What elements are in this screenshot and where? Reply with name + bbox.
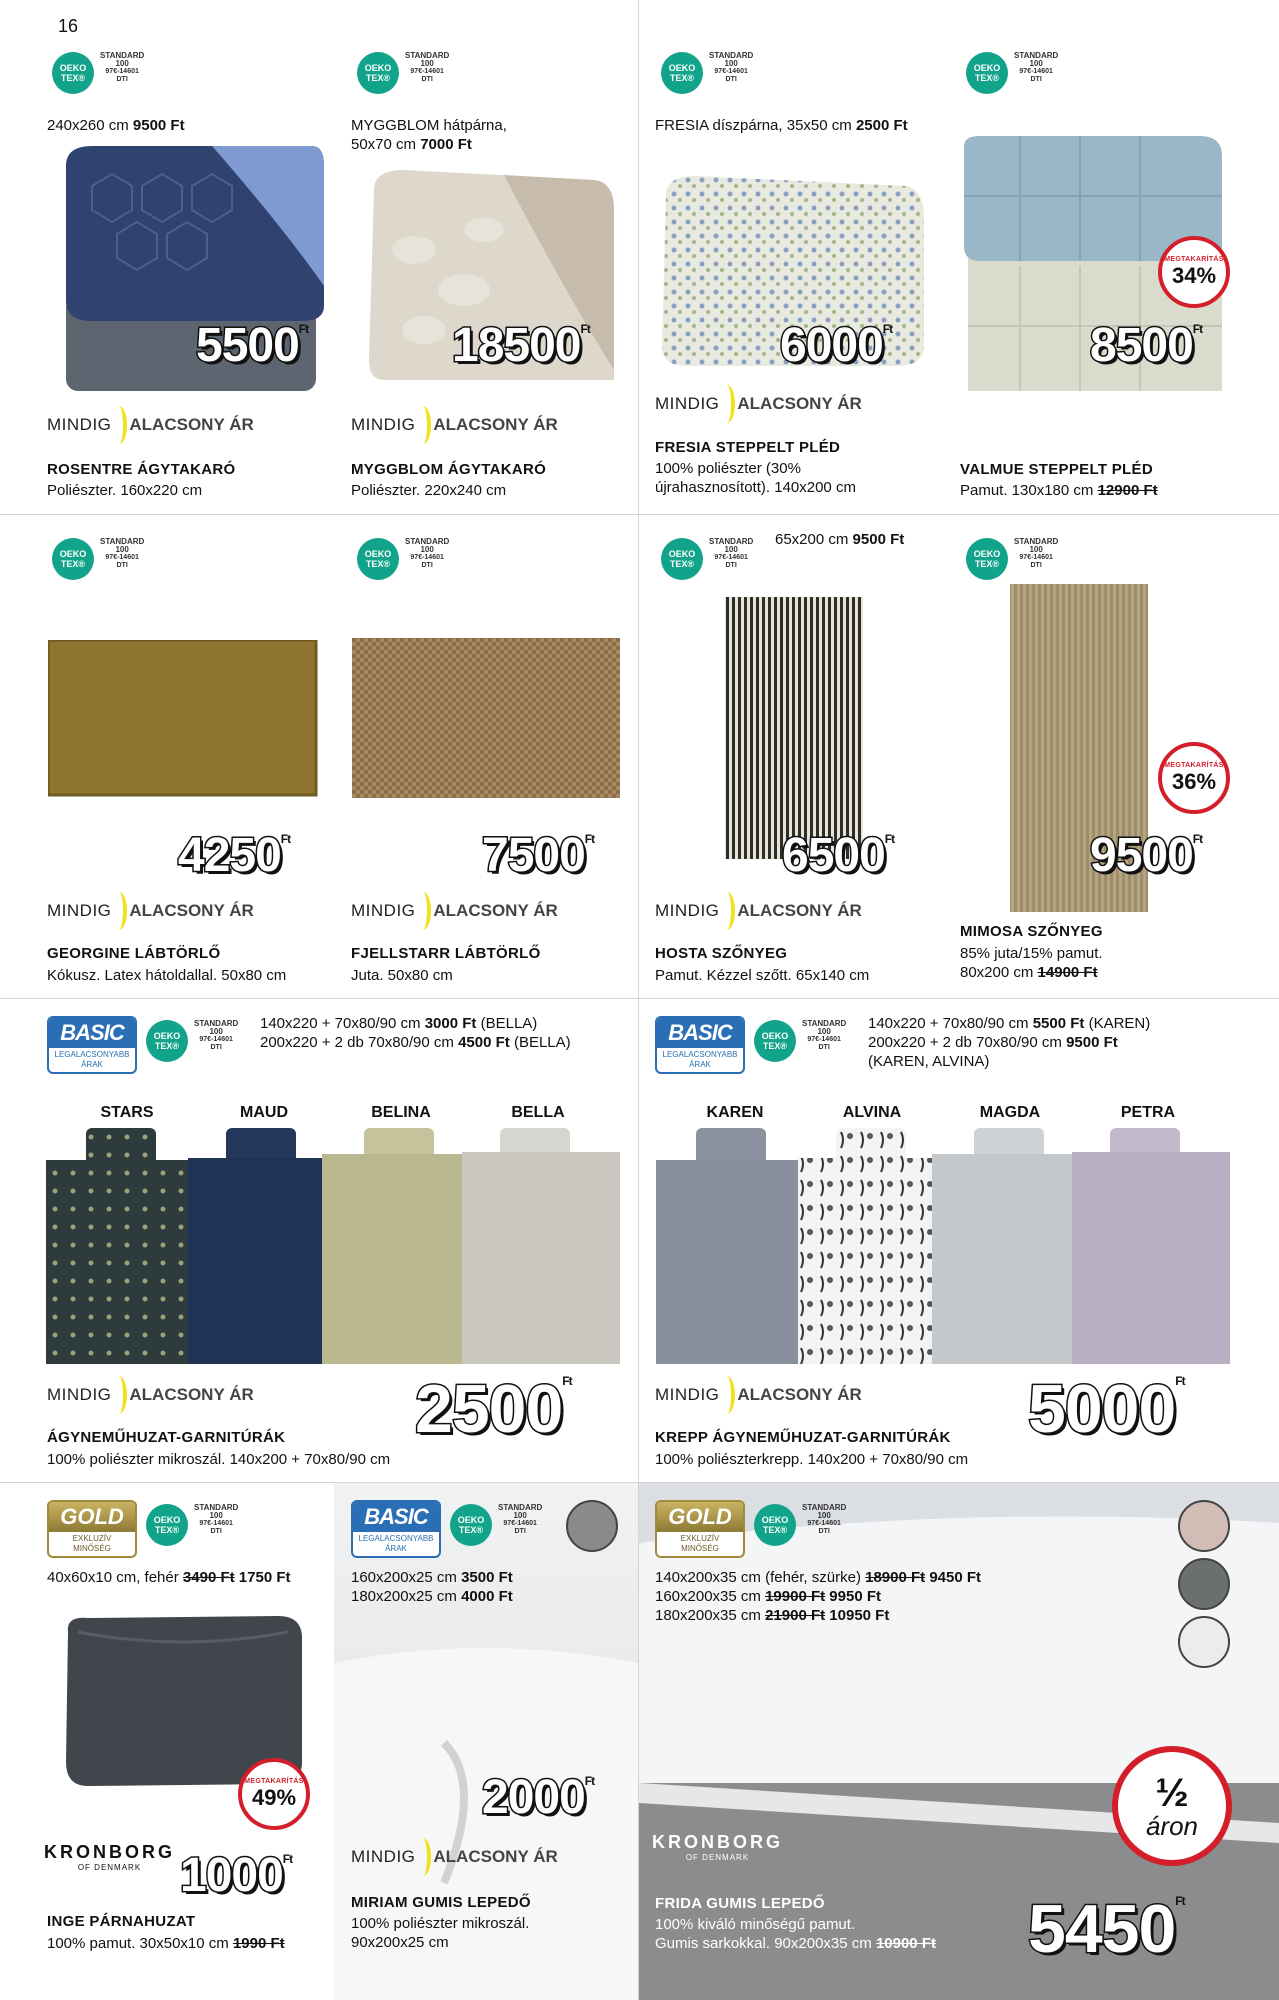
inge-savings-badge: MEGTAKARÍTÁS 49% (238, 1758, 310, 1830)
fjellstarr-price: $7500^{Ft}$ (482, 829, 595, 882)
gold-badge: GOLD EXKLUZÍV MINŐSÉG (655, 1500, 745, 1558)
myggblom-name: MYGGBLOM ÁGYTAKARÓ (351, 461, 547, 478)
mimosa-desc: 85% juta/15% pamut. 80x200 cm 14900 Ft (960, 945, 1103, 981)
oeko-tex-badge: OEKO TEX® STANDARD 100 97€-14601 DTI (966, 52, 1076, 100)
frida-price: $5450^{Ft}$ (1028, 1891, 1185, 1967)
valmue-savings-badge: MEGTAKARÍTÁS 34% (1158, 236, 1230, 308)
fjellstarr-name: FJELLSTARR LÁBTÖRLŐ (351, 945, 541, 962)
bedding1-desc: 100% poliészter mikroszál. 140x200 + 70x80/90 cm (47, 1451, 391, 1468)
hosta-rug-image (720, 592, 870, 864)
bedding2-sets-image (656, 1128, 1234, 1364)
hosta-extra-size: 65x200 cm 9500 Ft (775, 531, 905, 548)
color-swatch-grey[interactable] (1178, 1558, 1230, 1610)
bedding1-price: $2500^{Ft}$ (415, 1371, 572, 1447)
mimosa-name: MIMOSA SZŐNYEG (960, 923, 1103, 940)
rosentre-price: $5500^{Ft}$ (196, 319, 309, 372)
oeko-tex-badge: OEKO TEX® STANDARD 100 97€-14601 DTI (146, 1504, 256, 1552)
kronborg-logo: KRONBORG OF DENMARK (44, 1842, 175, 1872)
bedding1-name: ÁGYNEMŰHUZAT-GARNITÚRÁK (47, 1429, 286, 1446)
rosentre-desc: Poliészter. 160x220 cm (47, 482, 203, 499)
valmue-price: $8500^{Ft}$ (1090, 319, 1203, 372)
mindig-alacsony-ar-logo: MINDIG ALACSONY ÁR (655, 385, 862, 423)
bedding-label-alvina: ALVINA (842, 1104, 902, 1121)
rosentre-name: ROSENTRE ÁGYTAKARÓ (47, 461, 236, 478)
mimosa-price: $9500^{Ft}$ (1090, 829, 1203, 882)
bedding-label-belina: BELINA (371, 1104, 431, 1121)
inge-desc: 100% pamut. 30x50x10 cm 1990 Ft (47, 1935, 285, 1952)
oeko-tex-badge: OEKO TEX® STANDARD 100 97€-14601 DTI (52, 538, 162, 586)
page-number: 16 (58, 16, 79, 36)
oeko-tex-badge: OEKO TEX® STANDARD 100 97€-14601 DTI (754, 1504, 864, 1552)
fresia-cushion-info: FRESIA díszpárna, 35x50 cm 2500 Ft (655, 117, 908, 134)
oeko-tex-badge: OEKO TEX® STANDARD 100 97€-14601 DTI (357, 52, 467, 100)
bedding2-sizes: 140x220 + 70x80/90 cm 5500 Ft (KAREN) 200x220 + 2 db 70x80/90 cm 9500 Ft (KAREN, ALVINA) (868, 1015, 1151, 1070)
bedding-label-karen: KAREN (706, 1104, 764, 1121)
miriam-sizes: 160x200x25 cm 3500 Ft 180x200x25 cm 4000 Ft (351, 1569, 513, 1605)
mindig-alacsony-ar-logo: MINDIG ALACSONY ÁR (47, 1376, 254, 1414)
oeko-tex-badge: OEKO TEX® STANDARD 100 97€-14601 DTI (661, 52, 771, 100)
oeko-tex-badge: OEKO TEX® STANDARD 100 97€-14601 DTI (754, 1020, 864, 1068)
fresia-name: FRESIA STEPPELT PLÉD (655, 439, 841, 456)
georgine-desc: Kókusz. Latex hátoldallal. 50x80 cm (47, 967, 287, 984)
bedding-label-petra: PETRA (1120, 1104, 1176, 1121)
valmue-desc: Pamut. 130x180 cm 12900 Ft (960, 482, 1158, 499)
bedding2-name: KREPP ÁGYNEMŰHUZAT-GARNITÚRÁK (655, 1429, 951, 1446)
basic-badge: BASIC LEGALACSONYABB ÁRAK (351, 1500, 441, 1558)
half-price-badge: ½ áron (1112, 1746, 1232, 1866)
color-swatch-white[interactable] (1178, 1616, 1230, 1668)
oeko-tex-badge: OEKO TEX® STANDARD 100 97€-14601 DTI (661, 538, 771, 586)
bedding1-sizes: 140x220 + 70x80/90 cm 3000 Ft (BELLA) 200x220 + 2 db 70x80/90 cm 4500 Ft (BELLA) (260, 1015, 571, 1051)
myggblom-price: $18500^{Ft}$ (452, 319, 590, 372)
inge-price: $1000^{Ft}$ (180, 1849, 293, 1902)
miriam-price: $2000^{Ft}$ (482, 1771, 595, 1824)
hosta-name: HOSTA SZŐNYEG (655, 945, 788, 962)
color-swatch-grey[interactable] (566, 1500, 618, 1552)
bedding2-desc: 100% poliészterkrepp. 140x200 + 70x80/90 cm (655, 1451, 969, 1468)
georgine-doormat-image (48, 640, 318, 800)
myggblom-cushion-info: MYGGBLOM hátpárna, 50x70 cm 7000 Ft (351, 117, 507, 153)
inge-name: INGE PÁRNAHUZAT (47, 1913, 196, 1930)
mindig-alacsony-ar-logo: MINDIG ALACSONY ÁR (351, 892, 558, 930)
hosta-price: $6500^{Ft}$ (782, 829, 895, 882)
oeko-tex-badge: OEKO TEX® STANDARD 100 97€-14601 DTI (357, 538, 467, 586)
divider-row-2 (0, 998, 1279, 999)
kronborg-logo: KRONBORG OF DENMARK (652, 1832, 783, 1862)
mindig-alacsony-ar-logo: MINDIG ALACSONY ÁR (47, 892, 254, 930)
bedding2-price: $5000^{Ft}$ (1028, 1371, 1185, 1447)
basic-badge: BASIC LEGALACSONYABB ÁRAK (655, 1016, 745, 1074)
fresia-price: $6000^{Ft}$ (780, 319, 893, 372)
hosta-desc: Pamut. Kézzel szőtt. 65x140 cm (655, 967, 870, 984)
bedding-label-stars: STARS (100, 1104, 154, 1121)
miriam-desc: 100% poliészter mikroszál. 90x200x25 cm (351, 1915, 530, 1951)
inge-size-price: 40x60x10 cm, fehér 3490 Ft 1750 Ft (47, 1569, 291, 1586)
georgine-price: $4250^{Ft}$ (178, 829, 291, 882)
mindig-alacsony-ar-logo: MINDIG ALACSONY ÁR (655, 1376, 862, 1414)
oeko-tex-badge: OEKO TEX® STANDARD 100 97€-14601 DTI (146, 1020, 256, 1068)
oeko-tex-badge: OEKO TEX® STANDARD 100 97€-14601 DTI (450, 1504, 560, 1552)
mindig-alacsony-ar-logo: MINDIG ALACSONY ÁR (47, 406, 254, 444)
miriam-name: MIRIAM GUMIS LEPEDŐ (351, 1894, 531, 1911)
divider-row-1 (0, 514, 1279, 515)
myggblom-desc: Poliészter. 220x240 cm (351, 482, 507, 499)
bedding1-sets-image (46, 1128, 622, 1364)
rosentre-size-price: 240x260 cm 9500 Ft (47, 117, 185, 134)
basic-badge: BASIC LEGALACSONYABB ÁRAK (47, 1016, 137, 1074)
color-swatch-pink[interactable] (1178, 1500, 1230, 1552)
mindig-alacsony-ar-logo: MINDIG ALACSONY ÁR (351, 406, 558, 444)
frida-desc: 100% kiváló minőségű pamut. Gumis sarkokkal. 90x200x35 cm 10900 Ft (655, 1916, 936, 1952)
fresia-desc: 100% poliészter (30% újrahasznosított). 140x200 cm (655, 460, 856, 496)
frida-name: FRIDA GUMIS LEPEDŐ (655, 1895, 825, 1912)
bedding-label-maud: MAUD (240, 1104, 288, 1121)
georgine-name: GEORGINE LÁBTÖRLŐ (47, 945, 221, 962)
oeko-tex-badge: OEKO TEX® STANDARD 100 97€-14601 DTI (52, 52, 162, 100)
gold-badge: GOLD EXKLUZÍV MINŐSÉG (47, 1500, 137, 1558)
frida-sizes: 140x200x35 cm (fehér, szürke) 18900 Ft 9450 Ft 160x200x35 cm 19900 Ft 9950 Ft 180x200x35 cm 21900 Ft 10950 Ft (655, 1569, 982, 1624)
mindig-alacsony-ar-logo: MINDIG ALACSONY ÁR (351, 1838, 558, 1876)
fjellstarr-doormat-image (352, 638, 622, 803)
bedding-label-magda: MAGDA (979, 1104, 1041, 1121)
bedding-label-bella: BELLA (511, 1104, 565, 1121)
fjellstarr-desc: Juta. 50x80 cm (351, 967, 453, 984)
valmue-name: VALMUE STEPPELT PLÉD (960, 461, 1153, 478)
mimosa-savings-badge: MEGTAKARÍTÁS 36% (1158, 742, 1230, 814)
mindig-alacsony-ar-logo: MINDIG ALACSONY ÁR (655, 892, 862, 930)
oeko-tex-badge: OEKO TEX® STANDARD 100 97€-14601 DTI (966, 538, 1076, 586)
